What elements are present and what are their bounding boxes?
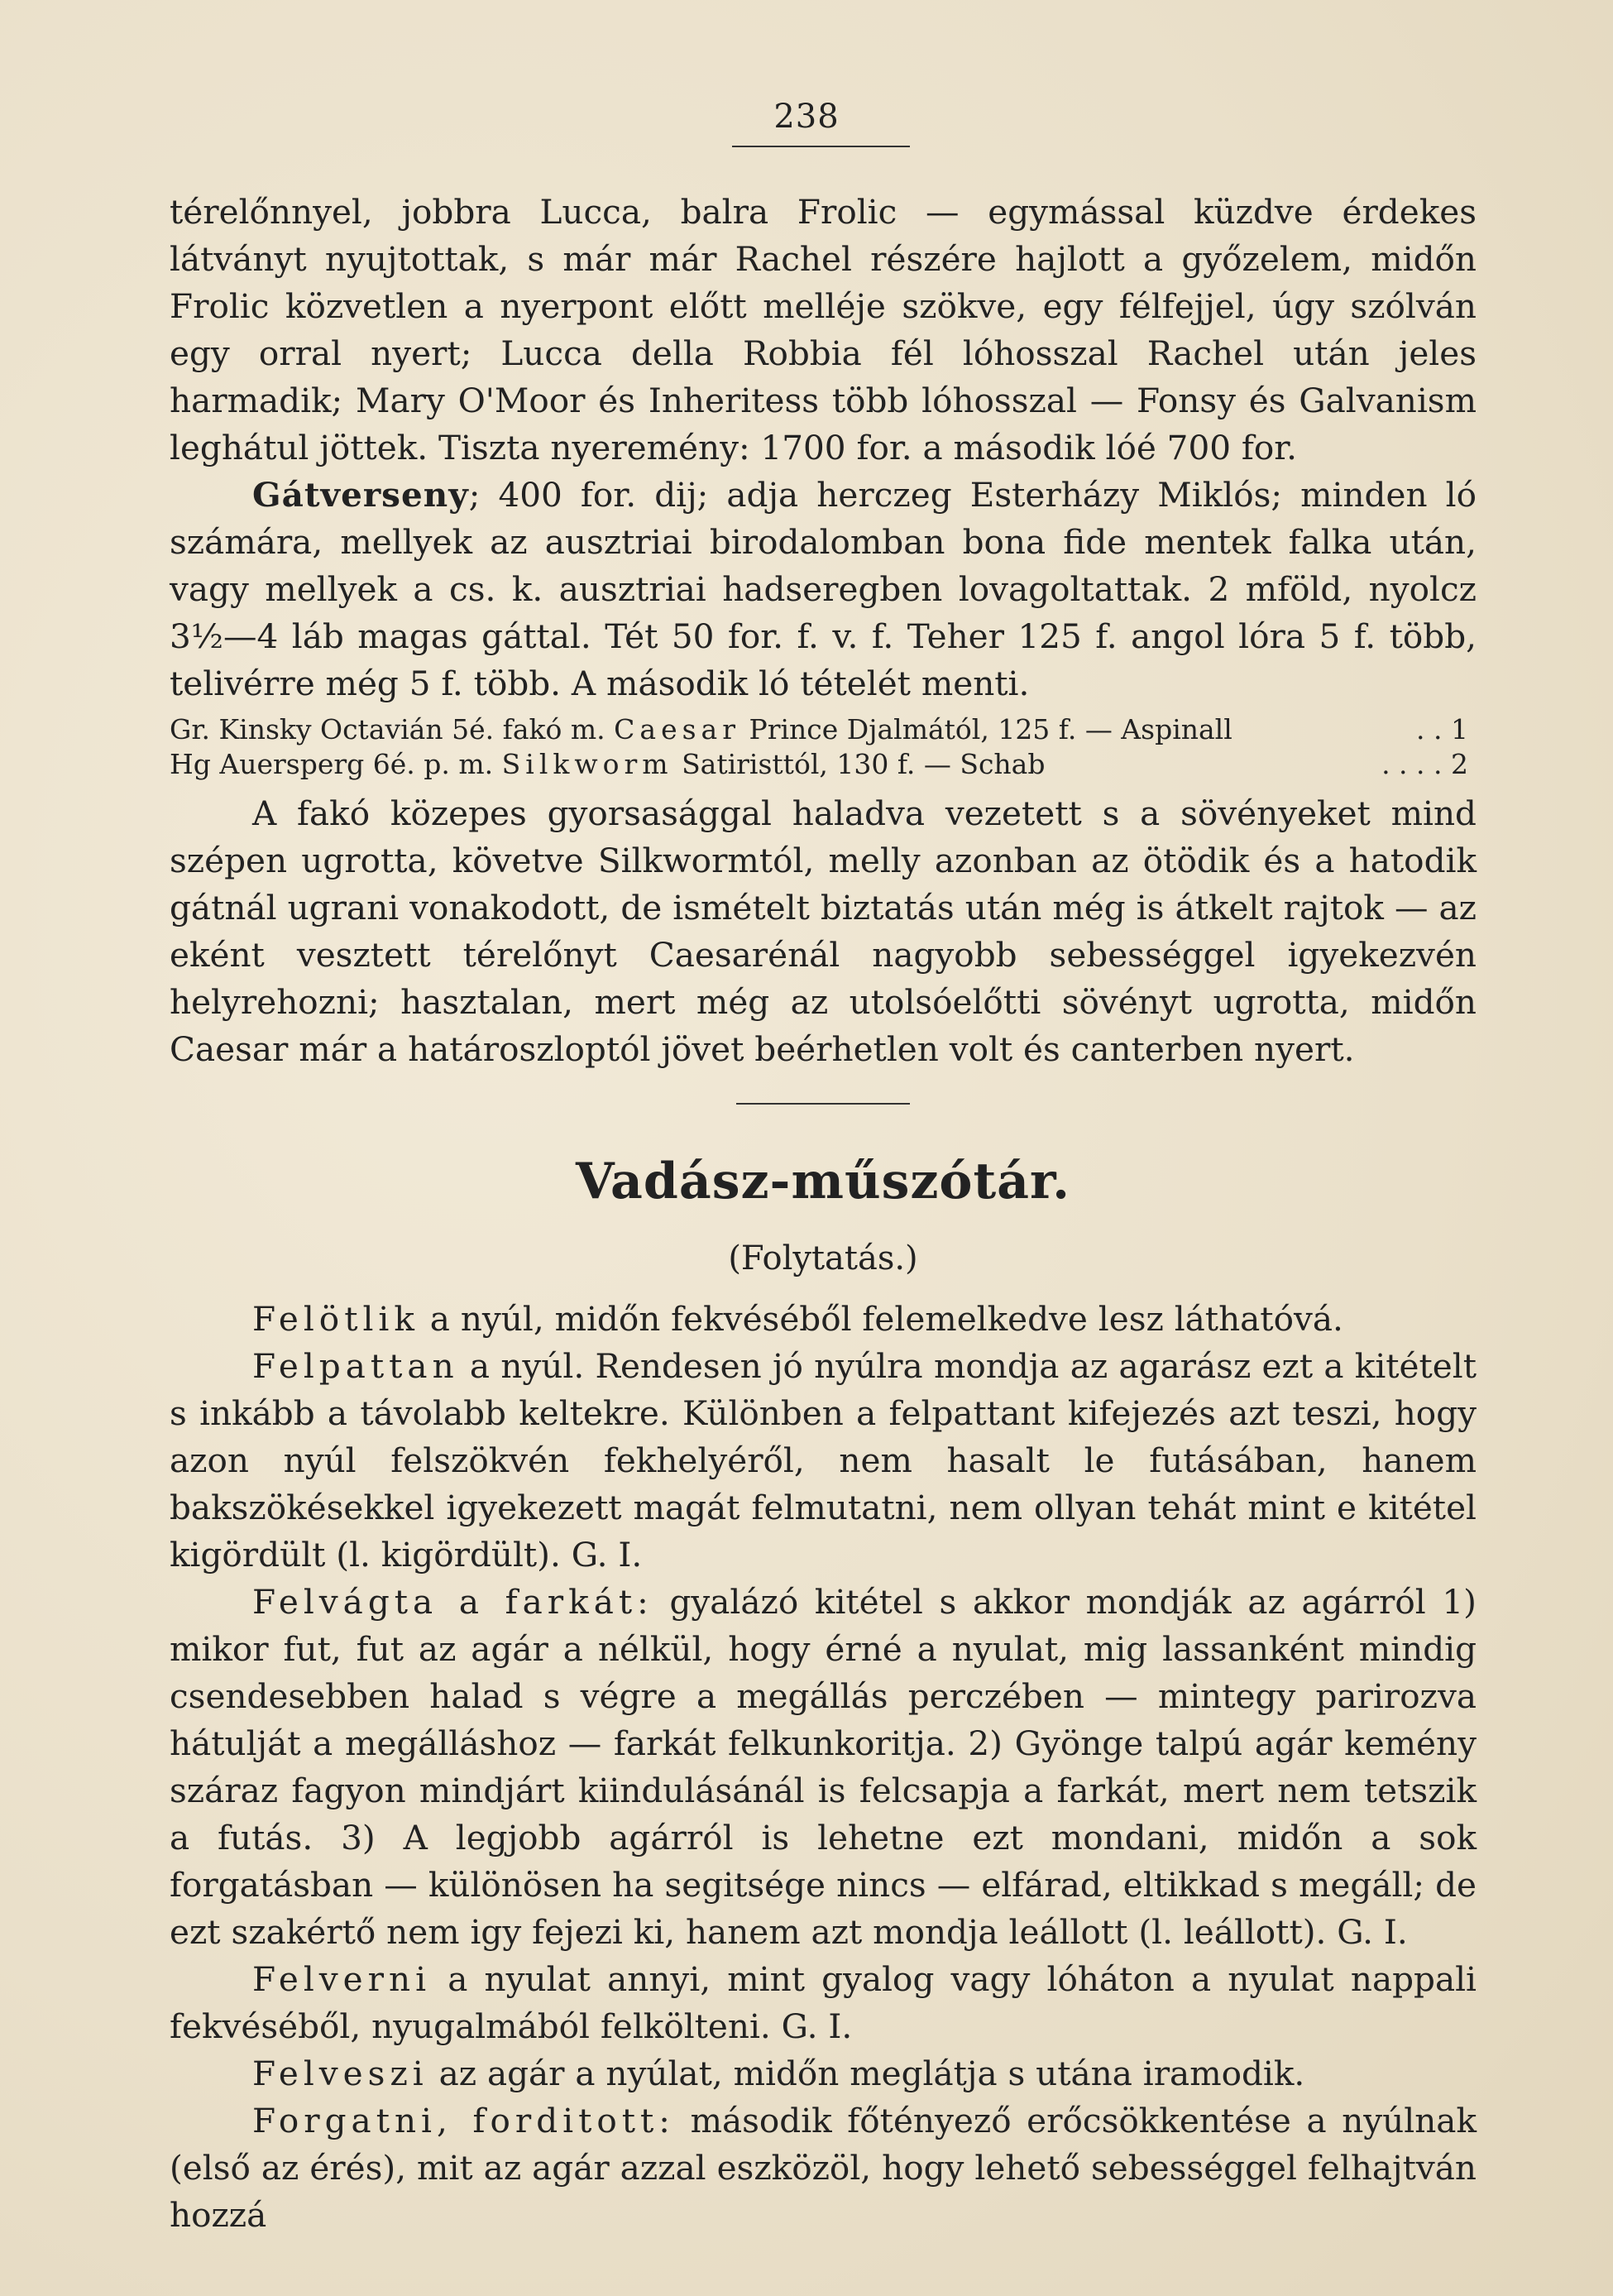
entrant-horse: Caesar	[614, 713, 740, 745]
glossary-entry	[170, 1956, 1477, 2050]
glossary-term: Felveszi	[252, 2054, 428, 2093]
glossary-title: Vadász-műszótár.	[575, 1153, 1071, 1210]
glossary-term: Felpattan	[252, 1346, 459, 1386]
entrant-rank: . . 1	[1416, 713, 1468, 745]
glossary-term: Felvágta a farkát:	[252, 1582, 653, 1622]
glossary-entry	[170, 1579, 1477, 1956]
glossary-definition: a nyúl. Rendesen jó nyúlra mondja az agarász ezt a kitételt s inkább a távolabb keltekre. Különben a felpattant kifejezés azt teszi, hogy azon nyúl felszökvén fekhelyéről, nem hasalt le futásában, hanem bakszökésekkel igyekezett magát felmutatni, nem ollyan tehát mint e kitétel kigördült (l. kigördült). G. I.	[170, 1346, 1477, 1575]
page-number: 238	[773, 98, 840, 136]
steeplechase-paragraph	[170, 472, 1477, 707]
steeplechase-text: ; 400 for. dij; adja herczeg Esterházy Miklós; minden ló számára, mellyek az ausztriai birodalomban bona fide mentek falka után, vagy mellyek a cs. k. ausztriai hadseregben lovagoltattak. 2 mföld, nyolcz 3½—4 láb magas gáttal. Tét 50 for. f. v. f. Teher 125 f. angol lóra 5 f. több, telivérre még 5 f. több. A második ló tételét menti.	[170, 475, 1477, 703]
glossary-definition: második főtényező erőcsökkentése a nyúlnak (első az érés), mit az agár azzal eszközöl, hogy lehető sebességgel felhajtván hozzá	[170, 2101, 1477, 2235]
glossary-term: Felverni	[252, 1959, 432, 1999]
glossary-term: Forgatni, forditott:	[252, 2101, 675, 2140]
entrant-horse: Silkworm	[501, 748, 673, 780]
entrant-owner: Hg Auersperg 6é. p. m.	[170, 748, 494, 780]
entrant-owner: Gr. Kinsky Octavián 5é. fakó m.	[170, 713, 605, 745]
glossary-definition: gyalázó kitétel s akkor mondják az agárról 1) mikor fut, fut az agár a nélkül, hogy érné a nyulat, mig lassanként mindig csendesebben halad s végre a megállás perczében — mintegy parirozva hátulját a megálláshoz — farkát felkunkoritja. 2) Gyönge talpú agár kemény száraz fagyon mindjárt kiindulásánál is felcsapja a farkát, mert nem tetszik a futás. 3) A legjobb agárról is lehetne ezt mondani, midőn a sok forgatásban — különösen ha segitsége nincs — elfárad, eltikkad s megáll; de ezt szakértő nem igy fejezi ki, hanem azt mondja leállott (l. leállott). G. I.	[170, 1582, 1477, 1952]
page-number-rule	[732, 146, 910, 147]
entrant-detail: Satiristtól, 130 f. — Schab	[682, 748, 1046, 780]
glossary-subtitle: (Folytatás.)	[728, 1239, 918, 1277]
section-divider	[736, 1103, 910, 1105]
entrant-list	[170, 712, 1477, 782]
race-continuation-paragraph: térelőnnyel, jobbra Lucca, balra Frolic — egymással küzdve érdekes látványt nyujtottak, s már már Rachel részére hajlott a győzelem, midőn Frolic közvetlen a nyerpont előtt melléje szökve, egy félfejjel, úgy szólván egy orral nyert; Lucca della Robbia fél lóhosszal Rachel után jeles harmadik; Mary O'Moor és Inheritess több lóhosszal — Fonsy és Galvanism leghátul jöttek. Tiszta nyeremény: 1700 for. a második lóé 700 for.	[170, 192, 1477, 467]
race-description-paragraph: A fakó közepes gyorsasággal haladva vezetett s a sövényeket mind szépen ugrotta, követve Silkwormtól, melly azonban az ötödik és a hatodik gátnál ugrani vonakodott, de ismételt biztatás után még is átkelt rajtok — az eként vesztett térelőnyt Caesarénál nagyobb sebességgel igyekezvén helyrehozni; hasztalan, mert még az utolsóelőtti sövényt ugrotta, midőn Caesar már a határoszloptól jövet beérhetlen volt és canterben nyert.	[170, 793, 1477, 1069]
entrant-detail: Prince Djalmától, 125 f. — Aspinall	[749, 713, 1232, 745]
glossary-definition: az agár a nyúlat, midőn meglátja s utána iramodik.	[428, 2054, 1305, 2093]
glossary-entry	[170, 1296, 1477, 1343]
entrant-row	[170, 712, 1477, 747]
glossary-definition: a nyulat annyi, mint gyalog vagy lóháton a nyulat nappali fekvéséből, nyugalmából felkölteni. G. I.	[170, 1959, 1477, 2046]
glossary-entry	[170, 2097, 1477, 2239]
entrant-rank: . . . . 2	[1381, 748, 1468, 780]
steeplechase-title: Gátverseny	[252, 475, 469, 515]
glossary-entry	[170, 2050, 1477, 2097]
glossary-entry	[170, 1343, 1477, 1579]
glossary-term: Felötlik	[252, 1299, 419, 1339]
glossary-definition: a nyúl, midőn fekvéséből felemelkedve lesz láthatóvá.	[419, 1299, 1343, 1339]
body-text	[170, 189, 1477, 2239]
entrant-entry	[170, 712, 1232, 747]
entrant-entry	[170, 747, 1045, 782]
entrant-row	[170, 747, 1477, 782]
